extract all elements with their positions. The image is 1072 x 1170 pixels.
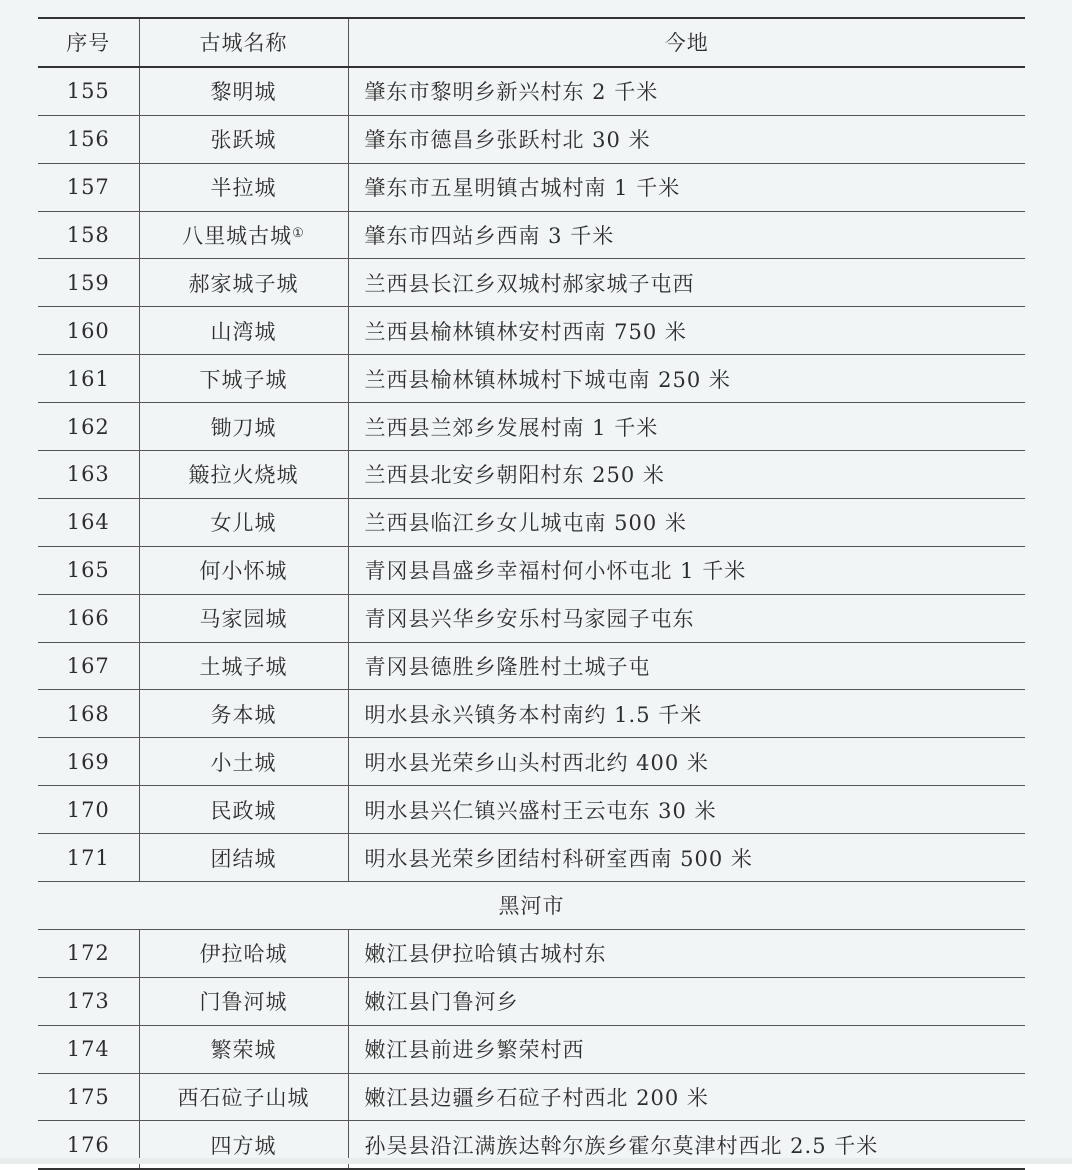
cell-city-name <box>139 642 348 690</box>
cell-no: 164 <box>38 498 139 546</box>
cell-city-name <box>139 403 348 451</box>
cell-present-location: 兰西县榆林镇林安村西南 750 米 <box>348 307 1025 355</box>
cell-present-location: 兰西县榆林镇林城村下城屯南 250 米 <box>348 355 1025 403</box>
table-row <box>38 307 1025 355</box>
cell-no: 175 <box>38 1073 139 1121</box>
table-row <box>38 834 1025 882</box>
cell-no: 155 <box>38 67 139 115</box>
city-name-text: 锄刀城 <box>210 415 277 440</box>
cell-no: 167 <box>38 642 139 690</box>
city-name-text: 张跃城 <box>210 128 277 153</box>
cell-present-location: 青冈县昌盛乡幸福村何小怀屯北 1 千米 <box>348 546 1025 594</box>
cell-no: 161 <box>38 355 139 403</box>
cell-present-location: 嫩江县伊拉哈镇古城村东 <box>348 929 1025 977</box>
cell-no: 173 <box>38 977 139 1025</box>
city-name-text: 何小怀城 <box>199 559 288 584</box>
cell-no: 160 <box>38 307 139 355</box>
city-name-text: 小土城 <box>210 750 277 775</box>
cell-city-name <box>139 259 348 307</box>
cell-no: 158 <box>38 211 139 259</box>
city-name-text: 簸拉火烧城 <box>188 463 299 488</box>
cell-city-name <box>139 355 348 403</box>
cell-no: 159 <box>38 259 139 307</box>
page-edge <box>0 1158 1072 1164</box>
cell-city-name <box>139 163 348 211</box>
cell-present-location: 青冈县德胜乡隆胜村土城子屯 <box>348 642 1025 690</box>
cell-city-name <box>139 738 348 786</box>
city-name-text: 团结城 <box>210 846 277 871</box>
cell-present-location: 肇东市五星明镇古城村南 1 千米 <box>348 163 1025 211</box>
cell-no: 176 <box>38 1121 139 1169</box>
table-row <box>38 115 1025 163</box>
cell-no: 170 <box>38 786 139 834</box>
table-row <box>38 594 1025 642</box>
table-row <box>38 67 1025 115</box>
city-name-text: 山湾城 <box>210 319 277 344</box>
cell-present-location: 青冈县兴华乡安乐村马家园子屯东 <box>348 594 1025 642</box>
city-name-text: 八里城古城 <box>182 224 293 248</box>
cell-no: 168 <box>38 690 139 738</box>
table-row <box>38 259 1025 307</box>
cell-city-name <box>139 115 348 163</box>
cell-city-name <box>139 977 348 1025</box>
table-row <box>38 690 1025 738</box>
city-name-text: 西石砬子山城 <box>177 1086 310 1111</box>
table-row <box>38 1073 1025 1121</box>
cell-present-location: 兰西县北安乡朝阳村东 250 米 <box>348 451 1025 499</box>
cell-no: 163 <box>38 451 139 499</box>
city-name-text: 黎明城 <box>210 80 277 105</box>
cell-no: 162 <box>38 403 139 451</box>
cell-present-location: 兰西县长江乡双城村郝家城子屯西 <box>348 259 1025 307</box>
cell-city-name <box>139 786 348 834</box>
cell-city-name <box>139 307 348 355</box>
cell-present-location: 嫩江县前进乡繁荣村西 <box>348 1025 1025 1073</box>
table-row <box>38 929 1025 977</box>
cell-no: 172 <box>38 929 139 977</box>
cell-city-name <box>139 594 348 642</box>
table-header <box>38 18 1025 67</box>
table-row <box>38 786 1025 834</box>
table-row <box>38 451 1025 499</box>
table-body <box>38 67 1025 1169</box>
table-row <box>38 977 1025 1025</box>
city-name-text: 民政城 <box>210 798 277 823</box>
cell-no: 171 <box>38 834 139 882</box>
cell-no: 174 <box>38 1025 139 1073</box>
cell-present-location: 肇东市德昌乡张跃村北 30 米 <box>348 115 1025 163</box>
table-row <box>38 1025 1025 1073</box>
header-name: 古城名称 <box>139 18 348 67</box>
cell-city-name <box>139 451 348 499</box>
city-name-text: 马家园城 <box>199 607 288 632</box>
cell-city-name <box>139 498 348 546</box>
cell-present-location: 肇东市四站乡西南 3 千米 <box>348 211 1025 259</box>
header-no: 序号 <box>38 18 139 67</box>
table-row <box>38 642 1025 690</box>
city-name-text: 下城子城 <box>199 367 288 392</box>
cell-present-location: 孙吴县沿江满族达斡尔族乡霍尔莫津村西北 2.5 千米 <box>348 1121 1025 1169</box>
header-place: 今地 <box>348 18 1025 67</box>
table-row <box>38 211 1025 259</box>
table-row <box>38 738 1025 786</box>
table-row <box>38 403 1025 451</box>
cell-city-name <box>139 546 348 594</box>
cell-city-name <box>139 67 348 115</box>
city-name-text: 半拉城 <box>210 176 277 201</box>
ancient-city-table <box>38 17 1025 1170</box>
table-row <box>38 546 1025 594</box>
cell-present-location: 嫩江县门鲁河乡 <box>348 977 1025 1025</box>
cell-city-name <box>139 929 348 977</box>
cell-city-name <box>139 834 348 882</box>
table-row <box>38 163 1025 211</box>
footnote-mark: ① <box>292 226 305 241</box>
cell-present-location: 明水县兴仁镇兴盛村王云屯东 30 米 <box>348 786 1025 834</box>
cell-city-name <box>139 690 348 738</box>
table-row <box>38 498 1025 546</box>
cell-present-location: 兰西县兰郊乡发展村南 1 千米 <box>348 403 1025 451</box>
city-name-text: 四方城 <box>210 1133 277 1158</box>
cell-present-location: 兰西县临江乡女儿城屯南 500 米 <box>348 498 1025 546</box>
city-name-text: 门鲁河城 <box>199 990 288 1015</box>
cell-present-location: 肇东市黎明乡新兴村东 2 千米 <box>348 67 1025 115</box>
cell-city-name <box>139 1025 348 1073</box>
cell-no: 166 <box>38 594 139 642</box>
cell-present-location: 明水县光荣乡团结村科研室西南 500 米 <box>348 834 1025 882</box>
city-name-text: 女儿城 <box>210 511 277 536</box>
cell-no: 169 <box>38 738 139 786</box>
region-row <box>38 882 1025 930</box>
cell-no: 156 <box>38 115 139 163</box>
city-name-text: 伊拉哈城 <box>199 942 288 967</box>
city-name-text: 土城子城 <box>199 655 288 680</box>
cell-no: 165 <box>38 546 139 594</box>
cell-no: 157 <box>38 163 139 211</box>
cell-present-location: 嫩江县边疆乡石砬子村西北 200 米 <box>348 1073 1025 1121</box>
cell-present-location: 明水县光荣乡山头村西北约 400 米 <box>348 738 1025 786</box>
city-name-text: 繁荣城 <box>210 1038 277 1063</box>
city-name-text: 务本城 <box>210 702 277 727</box>
cell-city-name <box>139 211 348 259</box>
cell-present-location: 明水县永兴镇务本村南约 1.5 千米 <box>348 690 1025 738</box>
city-name-text: 郝家城子城 <box>188 271 299 296</box>
cell-city-name <box>139 1073 348 1121</box>
table-row <box>38 355 1025 403</box>
region-label: 黑河市 <box>38 882 1025 930</box>
